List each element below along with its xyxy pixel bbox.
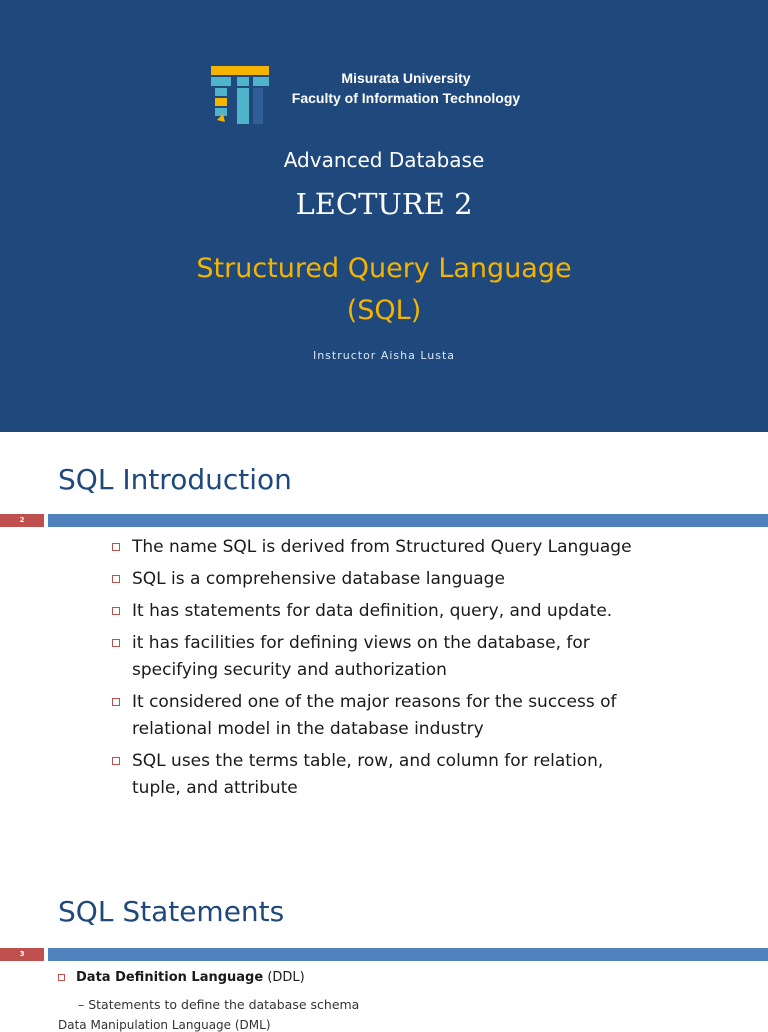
- square-bullet-icon: [112, 607, 120, 615]
- list-item: SQL uses the terms table, row, and column for relation, tuple, and attribute: [112, 748, 632, 802]
- faculty-name: Faculty of Information Technology: [291, 90, 521, 106]
- square-bullet-icon: [112, 757, 120, 765]
- university-name: Misurata University: [341, 70, 471, 86]
- square-bullet-icon: [112, 575, 120, 583]
- slide-number: 2: [0, 514, 44, 527]
- square-bullet-icon: [112, 698, 120, 706]
- lecture-subtitle: [0, 248, 768, 332]
- sub-list-item: – Statements to define the database schema: [78, 997, 360, 1012]
- list-item: SQL is a comprehensive database language: [112, 566, 632, 593]
- title-divider-bar: [48, 948, 768, 961]
- square-bullet-icon: [112, 543, 120, 551]
- slide-title: SQL Introduction: [58, 463, 292, 496]
- list-item: It considered one of the major reasons for the success of relational model in the database industry: [112, 689, 632, 743]
- title-slide: [0, 0, 768, 432]
- square-bullet-icon: [112, 639, 120, 647]
- institution-name: [276, 68, 536, 108]
- title-divider-bar: [48, 514, 768, 527]
- square-bullet-icon: [58, 974, 65, 981]
- lecture-number: LECTURE 2: [295, 187, 473, 221]
- faculty-logo: [209, 64, 271, 126]
- statements-slide: [0, 872, 768, 1032]
- slide-number: 3: [0, 948, 44, 961]
- list-item: it has facilities for defining views on the database, for specifying security and authorization: [112, 630, 632, 684]
- list-item: The name SQL is derived from Structured Query Language: [112, 534, 632, 561]
- list-item: It has statements for data definition, query, and update.: [112, 598, 632, 625]
- instructor-name: Instructor Aisha Lusta: [312, 349, 456, 362]
- intro-slide: [0, 438, 768, 868]
- slide-title: SQL Statements: [58, 895, 285, 928]
- subtitle-line-1: Structured Query Language: [196, 253, 572, 284]
- bullet-list: [112, 534, 632, 807]
- subtitle-line-2: (SQL): [346, 295, 422, 326]
- course-name: Advanced Database: [283, 148, 485, 172]
- list-item: Data Manipulation Language (DML): [58, 1018, 271, 1032]
- list-item: Data Definition Language (DDL): [58, 970, 305, 985]
